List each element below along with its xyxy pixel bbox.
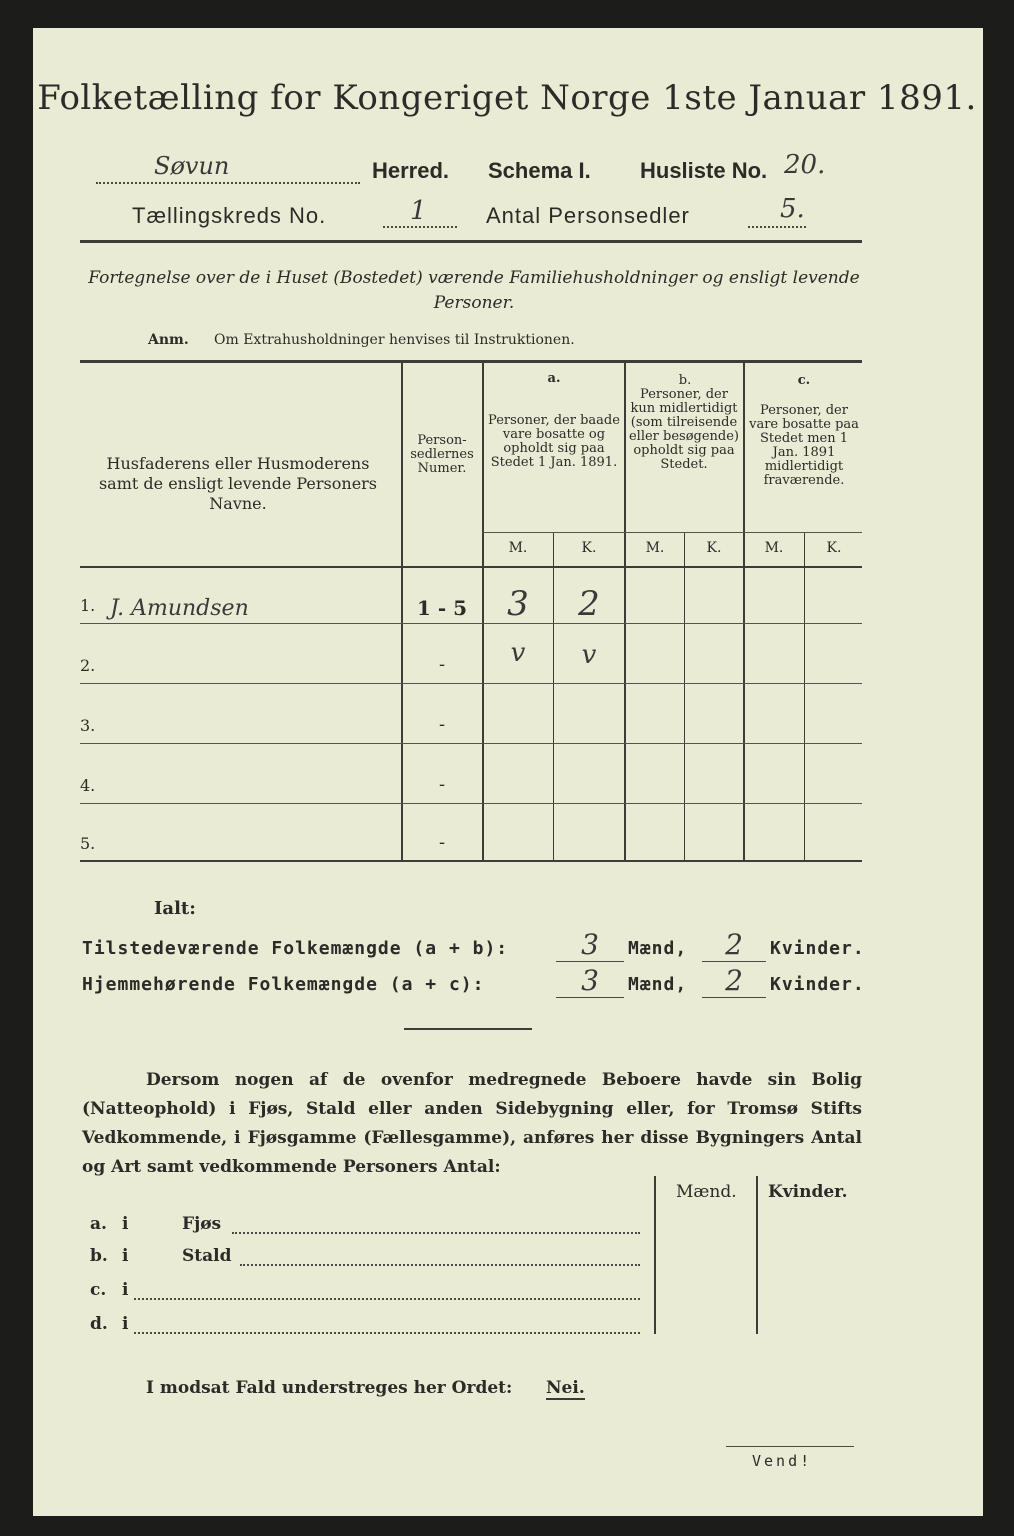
modsat-text: I modsat Fald understreges her Ordet:: [146, 1378, 513, 1398]
buildings-divider: [756, 1176, 758, 1334]
col-c-header: Personer, der vare bosatte paa Stedet men 1 Jan. 1891 midlertidigt fraværende.: [749, 403, 859, 488]
tilstede-label: Tilstedeværende Folkemængde (a + b):: [82, 938, 509, 959]
mk-rule: [482, 532, 862, 533]
row-name: J. Amundsen: [110, 596, 249, 621]
col-a-header: Personer, der baade vare bosatte og opholdt sig paa Stedet 1 Jan. 1891.: [488, 413, 620, 470]
tilstede-kvinder-label: Kvinder.: [770, 938, 865, 959]
row-number: 3.: [80, 716, 96, 735]
row-number: 5.: [80, 834, 96, 853]
row-number: 4.: [80, 776, 96, 795]
item-letter: b.: [90, 1246, 108, 1266]
row-rule: [80, 683, 862, 684]
col-a-letter: a.: [547, 371, 561, 386]
col-c-letter: c.: [797, 373, 811, 388]
row-numer: 1 - 5: [416, 596, 468, 620]
col-divider: [401, 362, 403, 860]
nei-word: Nei.: [546, 1378, 585, 1398]
item-letter: c.: [90, 1280, 107, 1300]
separator-rule: [404, 1028, 532, 1030]
col-header-numer: Person-sedlernes Numer.: [410, 433, 474, 476]
row-a-m: 3: [507, 584, 529, 624]
row-a-k: v: [581, 640, 597, 670]
herred-label: Herred.: [372, 158, 450, 183]
row-number: 1.: [80, 596, 96, 615]
hjemme-maend-value: 3: [581, 964, 599, 997]
kreds-value: 1: [410, 196, 427, 226]
table-bottom-rule: [80, 860, 862, 862]
buildings-col-kvinder: Kvinder.: [768, 1182, 848, 1202]
item-letter: a.: [90, 1214, 107, 1234]
kreds-label: Tællingskreds No.: [132, 203, 327, 228]
hjemme-kvinder-value: 2: [725, 964, 743, 997]
hjemme-maend-label: Mænd,: [628, 974, 688, 995]
col-header-names: Husfaderens eller Husmoderens samt de ensligt levende Personers Navne.: [98, 454, 378, 513]
anm-label: Anm.: [148, 332, 189, 348]
buildings-col-maend: Mænd.: [676, 1182, 737, 1202]
col-divider: [553, 533, 554, 860]
vend-text: Vend!: [752, 1452, 813, 1470]
buildings-divider: [654, 1176, 656, 1334]
tilstede-maend-value: 3: [581, 928, 599, 961]
row-numer: -: [438, 714, 446, 735]
antal-label: Antal Personsedler: [486, 203, 690, 228]
item-letter: d.: [90, 1314, 108, 1334]
row-rule: [80, 623, 862, 624]
antal-value: 5.: [780, 194, 805, 224]
hjemme-label: Hjemmehørende Folkemængde (a + c):: [82, 974, 485, 995]
husliste-label: Husliste No.: [640, 158, 768, 183]
intro-text: Fortegnelse over de i Huset (Bostedet) værende Familiehusholdninger og ensligt levende Personer.: [88, 268, 860, 313]
herred-value: Søvun: [154, 152, 230, 180]
schema-label: Schema I.: [488, 158, 591, 183]
col-b-header: Personer, der kun midlertidigt (som tilreisende eller besøgende) opholdt sig paa Stedet.: [628, 387, 740, 472]
anm-text: Om Extrahusholdninger henvises til Instruktionen.: [214, 332, 575, 348]
item-name: Fjøs: [182, 1214, 222, 1234]
row-a-m: v: [510, 638, 526, 668]
husliste-value: 20.: [784, 150, 826, 180]
row-numer: -: [438, 774, 446, 795]
col-c-k: K.: [826, 540, 842, 556]
item-prefix: i: [122, 1214, 129, 1234]
col-c-m: M.: [764, 540, 784, 556]
col-a-m: M.: [508, 540, 528, 556]
row-numer: -: [438, 654, 446, 675]
col-b-letter: b.: [678, 373, 692, 388]
vend-rule: [726, 1446, 854, 1447]
col-divider: [743, 362, 745, 860]
row-number: 2.: [80, 656, 96, 675]
tilstede-kvinder-value: 2: [725, 928, 743, 961]
col-divider: [684, 533, 685, 860]
row-a-k: 2: [578, 584, 600, 624]
item-prefix: i: [122, 1314, 129, 1334]
hjemme-kvinder-label: Kvinder.: [770, 974, 865, 995]
form-title: Folketælling for Kongeriget Norge 1ste Januar 1891.: [37, 78, 977, 118]
tilstede-maend-label: Mænd,: [628, 938, 688, 959]
header-rule: [80, 240, 862, 243]
item-prefix: i: [122, 1246, 129, 1266]
row-numer: -: [438, 832, 446, 853]
buildings-paragraph: Dersom nogen af de ovenfor medregnede Beboere havde sin Bolig (Natteophold) i Fjøs, Stald eller anden Sidebygning eller, for Tromsø Stifts Vedkommende, i Fjøsgamme (Fællesgamme), anføres her disse Bygningers Antal og Art samt vedkommende Personers Antal:: [82, 1070, 862, 1177]
row-rule: [80, 743, 862, 744]
col-a-k: K.: [581, 540, 597, 556]
census-form-sheet: [33, 28, 983, 1516]
row-rule: [80, 803, 862, 804]
col-divider: [804, 533, 805, 860]
item-prefix: i: [122, 1280, 129, 1300]
ialt-label: Ialt:: [154, 898, 196, 919]
col-b-m: M.: [645, 540, 665, 556]
col-b-k: K.: [706, 540, 722, 556]
item-name: Stald: [182, 1246, 232, 1266]
